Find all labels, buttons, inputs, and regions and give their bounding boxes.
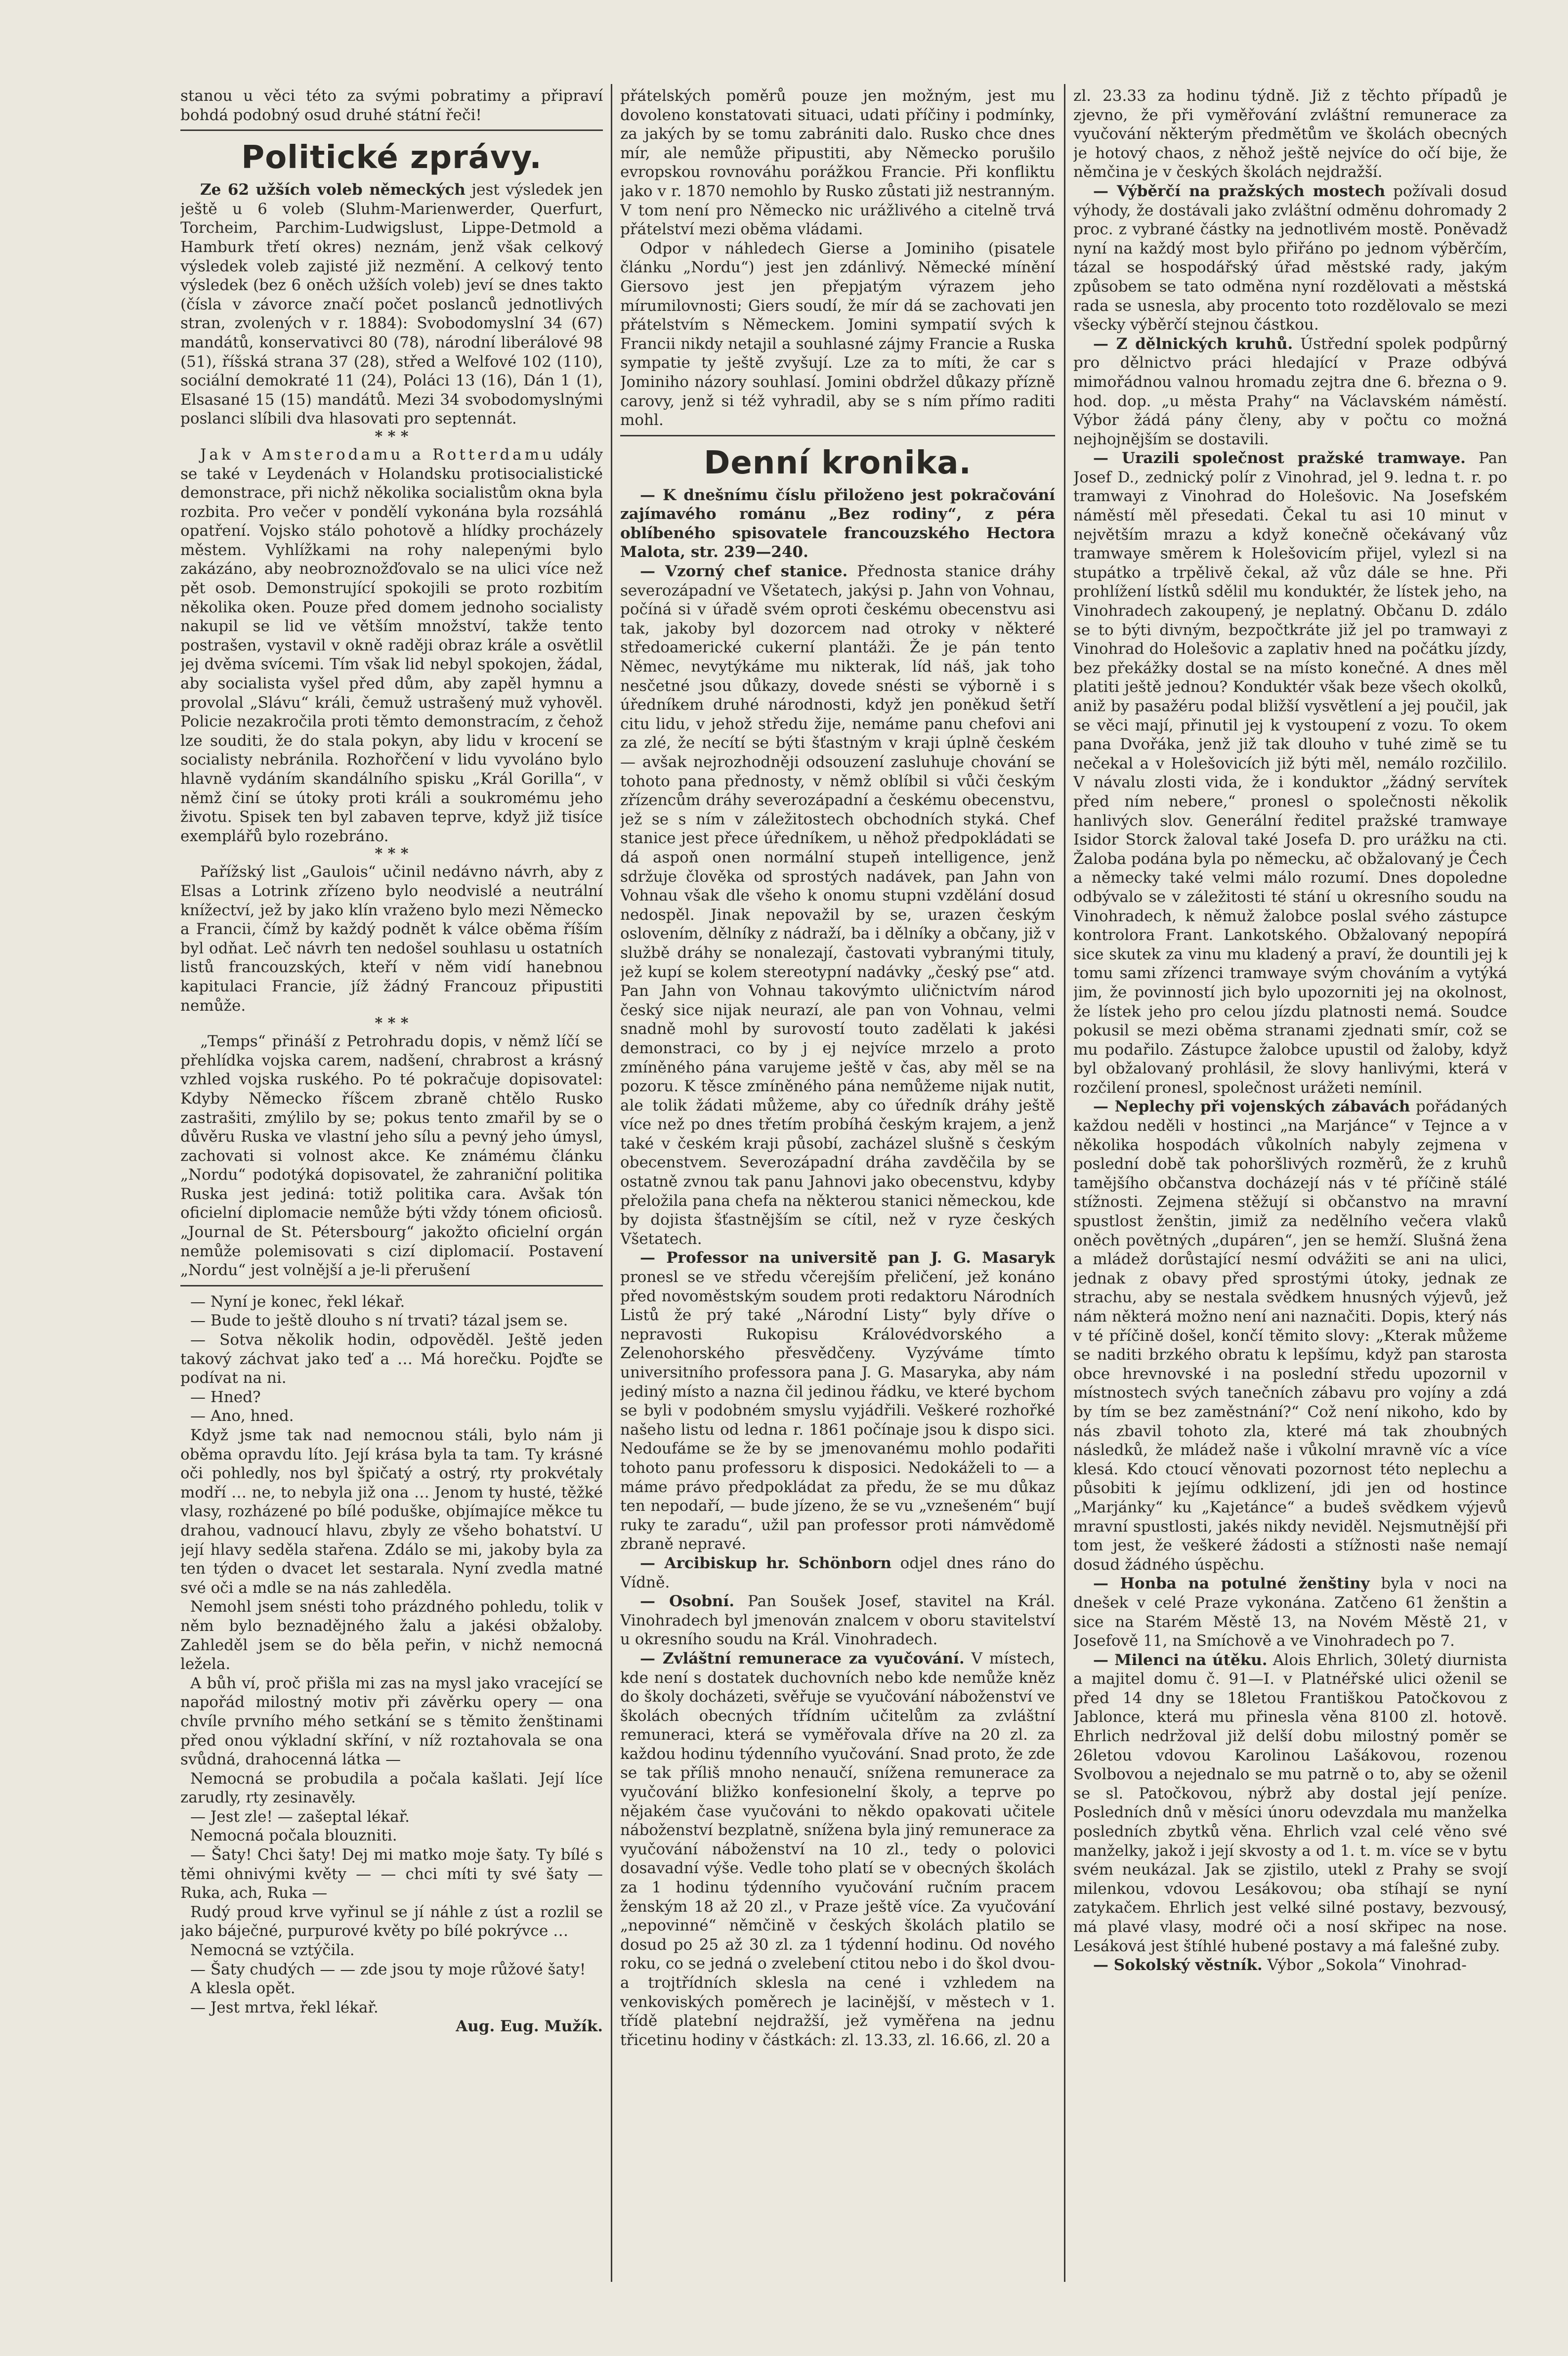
news-item-text: byla v noci na dnešek v celé Praze vykonána. Zatčeno 61 ženštin a sice na Starém Městě 13, na Novém Městě 21, v Josefově 11, na Smíchově a ve Vinohradech po 7. <box>1073 1575 1507 1650</box>
news-item-text: Pan Soušek Josef, stavitel na Král. Vinohradech byl jmenován znalcem v oboru stavitelství u okresního soudu na Král. Vinohradech. <box>620 1592 1055 1649</box>
paragraph: Pařížský list „Gaulois“ učinil nedávno návrh, aby z Elsas a Lotrink zřízeno bylo neodvislé a neutrální knížectví, jež by jako klín vraženo bylo mezi Německo a Francii, čímž by každý podnět k válce oběma říším byl odňat. Leč návrh ten nedošel souhlasu u ostatních listů francouzských, kteří v něm vidí hanebnou kapitulaci Francie, jíž žádný Francouz připustiti nemůže. <box>180 863 603 1015</box>
dialogue-line: — Nyní je konec, řekl lékař. <box>190 1292 405 1311</box>
news-item <box>620 1248 1055 1554</box>
news-item-title: — Urazili společnost pražské tramwaye. <box>1093 449 1466 468</box>
dialogue-line: — Jest mrtva, řekl lékař. <box>190 1998 379 2016</box>
author-signature: Aug. Eug. Mužík. <box>456 2017 603 2036</box>
news-item <box>620 562 1055 1248</box>
paragraph <box>180 445 603 846</box>
news-item-title: — Honba na potulné ženštiny <box>1093 1575 1370 1593</box>
news-item-title: — Neplechy při vojenských zábavách <box>1093 1098 1410 1116</box>
dialogue-line: — Jest zle! — zašeptal lékař. <box>190 1807 410 1826</box>
paragraph: Nemocná se vztýčila. <box>190 1941 355 1960</box>
paragraph: A bůh ví, proč přišla mi zas na mysl jako vracející se napořád milostný motiv při závěrku opery — ona chvíle prvního mého setkání se s těmito ženštinami před onou výkladní skříní, v níž roztahovala se ona svůdná, drahocenná látka — <box>180 1674 603 1769</box>
dialogue-line: — Šaty! Chci šaty! Dej mi matko moje šaty. Ty bílé s těmi ohnivými květy — — chci míti ty své šaty — Ruka, ach, Ruka — <box>180 1846 603 1902</box>
news-item-title: — Milenci na útěku. <box>1093 1651 1268 1669</box>
news-item-title: — Výběrčí na pražských mostech <box>1093 182 1386 200</box>
column-right <box>1073 86 1507 2282</box>
section-heading: Denní kronika. <box>704 444 972 481</box>
news-item <box>1073 182 1507 335</box>
news-item <box>1073 1097 1507 1574</box>
news-item-text: pronesl se ve středu včerejším přeličení, jež konáno před novoměstským soudem proti redaktoru Národních Listů že prý také „Národní Listy“ byly dříve o nepravosti Rukopisu Královédvorského a Zelenohorského přesvědčeny. Vyzýváme tímto universitního professora pana J. G. Masaryka, aby nám jediný místo a nazna čil jedinou řádku, ve které bychom se byli v podobném smyslu vyjádřili. Veškeré rozhořké našeho listu od ledna r. 1861 počínaje jsou k dispo sici. Nedoufáme se že by se jmenovanému mohlo podařiti tohoto panu professoru k disposici. Nedokáželi to — a máme právo předpokládat za předu, že se mu důkaz ten nepodaří, — bude jízeno, že se vu „vznešeném“ bují ruky te zaradu“, užil pan professor proti námvědomě zbraně nepravé. <box>620 1268 1055 1553</box>
paragraph: A klesla opět. <box>190 1979 296 1998</box>
news-item <box>620 1592 1055 1649</box>
news-item-title: — Osobní. <box>640 1592 735 1611</box>
lead-phrase: Ze 62 užších voleb německých <box>200 181 466 199</box>
news-item <box>1073 1574 1507 1650</box>
lead-phrase: Jak v Amsterodamu a Rotterdamu <box>200 445 555 464</box>
dialogue-line: — Šaty chudých — — zde jsou ty moje růžové šaty! <box>190 1960 586 1978</box>
column-rule <box>1064 84 1065 2282</box>
column-left <box>180 86 603 2282</box>
paragraph: přátelských poměrů pouze jen možným, jest mu dovoleno konstatovati situaci, udati příčiny i podmínky, za jakých by se tomu zabrániti dalo. Rusko chce dnes mír, ale nemůže připustiti, aby Německo porušilo evropskou rovnováhu porážkou Francie. Při konfliktu jako v r. 1870 nemohlo by Rusko zůstati již nestranným. V tom není pro Německo nic urážlivého a citelně trvá přátelství mezi oběma vládami. <box>620 87 1055 239</box>
dialogue-line: — Sotva několik hodin, odpověděl. Ještě jeden takový záchvat jako teď a … Má horečku. Pojďte se podívat na ni. <box>180 1331 603 1387</box>
news-item-title: — Sokolský věstník. <box>1093 1956 1263 1974</box>
news-item-title: — Z dělnických kruhů. <box>1093 335 1293 353</box>
paragraph: stanou u věci této za svými pobratimy a připraví bohdá podobný osud druhé státní řeči! <box>180 87 603 124</box>
paragraph: Nemocná počala blouzniti. <box>190 1827 397 1845</box>
column-middle <box>620 86 1055 2282</box>
news-item-text: Výbor „Sokola“ Vinohrad- <box>1267 1956 1467 1974</box>
news-item-text: odjel dnes ráno do Vídně. <box>620 1554 1055 1591</box>
section-divider <box>180 129 603 131</box>
feuilleton <box>180 1292 603 2036</box>
paragraph <box>180 180 603 428</box>
section-divider <box>620 435 1055 436</box>
news-item-text: požívali dosud výhody, že dostávali jako zvláštní odměnu dohromady 2 proc. z vybrané částky na jednotlivém mostě. Poněvadž nyní na každý most bylo přiřáno po jednom výběrčím, tázal se hospodářský úřad městské rady, jakým způsobem se tato odměna nyní rozdělovati a městská rada se usnesla, aby procento toto rozdělovalo se mezi všecky výběrčí stejnou částkou. <box>1073 182 1507 334</box>
column-rule <box>611 84 612 2282</box>
paragraph-text: udály se také v Leydenách v Holandsku protisocialistické demonstrace, při nichž několika socialistům okna byla rozbita. Pro večer v pondělí vykonána byla rozsáhlá opatření. Vojsko stálo pohotově a hlídky procházely městem. Vyhlížkami na rohy nalepenými bylo zakázáno, aby neobroznožďovalo se na ulici více než pět osob. Demonstrující spokojili se proto rozbitím několika oken. Pouze před domem jednoho socialisty nakupil se lid ve větším množství, takže tento postrašen, vystavil v okně raději obraz krále a osvětlil jej dvěma svícemi. Tím však lid nebyl spokojen, žádal, aby socialista vyšel před dům, aby zapěl hymnu a provolal „Slávu“ králi, čemuž ustrašený muž vyhověl. Policie nezakročila proti těmto demonstracím, z čehož lze souditi, že do stala pokyn, aby lidu v krocení se socialisty nebránila. Rozhořčení v lidu vyvoláno bylo hlavně vydáním skandálního spisku „Král Gorilla“, v němž činí se útoky proti králi a soukromému jeho životu. Spisek ten byl zabaven teprve, když již tisíce exemplářů bylo rozebráno. <box>180 445 603 845</box>
paragraph: Rudý proud krve vyřinul se jí náhle z úst a rozlil se jako báječné, purpurové květy po bílé pokrývce … <box>180 1903 603 1940</box>
section-heading: Politické zprávy. <box>241 139 542 176</box>
asterism: * * * <box>375 428 409 445</box>
paragraph: Nemocná se probudila a počala kašlati. Její líce zarudly, rty zesinavěly. <box>180 1769 603 1807</box>
feuilleton-divider <box>180 1285 603 1286</box>
news-item <box>1073 335 1507 449</box>
news-item-title: — Zvláštní remunerace za vyučování. <box>640 1649 965 1668</box>
news-item <box>1073 449 1507 1097</box>
dialogue-line: — Ano, hned. <box>190 1407 294 1425</box>
news-item <box>620 1649 1055 2050</box>
news-item-text: Přednosta stanice dráhy severozápadní ve Všetatech, jakýsi p. Jahn von Vohnau, počíná si v úřadě svém oproti českému obecenstvu asi tak, jakoby byl dozorcem nad otroky v některé středoamerické cukerní plantáži. Že je pán tento Němec, nevytýkáme mu nikterak, líd náš, jak toho nesčetné jsou důkazy, dovede snésti se výborně i s úředníkem druhé národnosti, když jen poněkud šetří citu lidu, v jehož středu žije, nemáme panu chefovi ani za zlé, že necítí se býti šťastným v kraji úplně českém — avšak nejrozhodněji odsouzení zasluhuje chování se tohoto pana přednosty, v němž oblíbil si vůči českým zřízencům dráhy severozápadní a českému obecenstvu, jež se s ním v záležitostech obchodních styká. Chef stanice jest přece úředníkem, u něhož předpokládati se dá aspoň onen normální stupeň intelligence, jenž sdržuje člověka od sprostých nadávek, pan Jahn von Vohnau však dle všeho k onomu stupni vzdělání dosud nedospěl. Jinak nepovažil by se, urazen českým oslovením, dělníky z nádraží, ba i dělníky a občany, již v službě dráhy se nonalezají, častovati vybranými tituly, jež kupí se kolem stereotypní nadávky „český pse“ atd. Pan Jahn von Vohnau takovýmto uličnictvím národ český sice nijak neurazí, ale pan von Vohnau, velmi snadně mohl by surovostí touto zadělati k jakési demonstraci, co by j ej nejvíce mrzelo a proto zmíněného pána varujeme ještě v čas, aby měl se na pozoru. K těsce zmíněného pána nemůžeme nijak nutit, ale tolik žádati můžeme, aby co úředník dráhy ještě více než po dnes třetím probíhá českým krajem, a jenž také v českém kraji působí, zacházel slušně s českým obecenstvem. Severozápadní dráha zavděčila by se ostatně zvnou tak panu Jahnovi jako obecenstvu, kdyby přeložila pana chefa na některou stanici německou, kde by dojista šťastnějším se cítil, než v ryze českých Všetatech. <box>620 562 1055 1248</box>
news-item-title: — Professor na universitě pan J. G. Masaryk <box>640 1249 1055 1267</box>
news-item-text: Pan Josef D., zednický polír z Vinohrad, jel 9. ledna t. r. po tramwayi z Vinohrad do Holešovic. Na Josefském náměstí měl přesedati. Čekal tu asi 10 minut v největším mrazu a když konečně očekávaný vůz tramwaye směrem k Holešovicím přijel, vylezl si na stupátko a trpělivě čekal, až vůz dále se hne. Při prohlížení lístků sdělil mu konduktér, že lístek jeho, na Vinohradech zakoupený, je neplatný. Občanu D. zdálo se to býti divným, bezpočtkráte již jel po tramwayi z Vinohrad do Holešovic a zaplativ hned na počátku jízdy, bez překážky dostal se na místo konečné. A dnes měl platiti ještě jednou? Konduktér však beze všech okolků, aniž by pasažéru podal bližší vysvětlení a jej poučil, jak se věci mají, přinutil jej k vystoupení z vozu. To okem pana Dvořáka, jenž již tak dlouho v tuhé zimě se tu nečekal a v Holešovicích již býti měl, nemálo rozčililo. V návalu zlosti vida, že i konduktor „žádný servítek před ním nebere,“ pronesl o společnosti několik hanlivých slov. Generální ředitel pražské tramwaye Isidor Storck žaloval také Josefa D. pro urážku na cti. Žaloba podána byla po německu, ač obžalovaný je Čech a německy také velmi málo rozumí. Dnes dopoledne odbývalo se v záležitosti té stání u okresního soudu na Vinohradech, k němuž žalobce poslal svého zástupce kontrolora Frant. Lankotského. Obžalovaný nepopírá sice skutek za vinu mu kladený a praví, že dountili jej k tomu sami zřízenci tramwaye svým chováním a vytýká jim, že povinností jich bylo upozorniti jej na okolnost, že lístek jeho pro celou jízdu platnosti nemá. Soudce pokusil se mezi oběma stranami zjednati smír, což se mu podařilo. Zástupce žalobce upustil od žaloby, když byl obžalovaný prohlásil, že slovy hanlivými, která v rozčilení pronesl, společnost urážeti nemínil. <box>1073 449 1507 1097</box>
dialogue-line: — Bude to ještě dlouho s ní trvati? tázal jsem se. <box>190 1312 568 1330</box>
news-item-text: V místech, kde není s dostatek duchovních nebo kde nemůže kněz do školy docházeti, svěřuje se vyučování náboženství ve školách obecných třídním učitelům za zvláštní remuneraci, která se vyměřovala dříve na 20 zl. za každou hodinu týdenního vyučování. Snad proto, že zde se tak příliš mnoho nenaučí, snížena remunerace za vyučování bližko konfesionelní školy, a teprve po nějakém čase vyučováni to někdo opakovati učitele náboženství bezplatně, snížena byla jiný remunerace za vyučování náboženství na 10 zl., tedy o polovici dosavadní výše. Vedle toho platí se v obecných školách za 1 hodinu týdenního vyučování ručním pracem ženským 18 až 20 zl., v Praze ještě více. Za vyučování „nepovinné“ němčině v českých školách platilo se dosud po 25 až 30 zl. za 1 týdenní hodinu. Od nového roku, co se jedná o zvelebení ctitou nebo i do škol dvou- a trojtřídních sklesla na cené i vzhledem na venkoviských poměrech je lacinější, v městech v 1. třídě platební nejdražší, jež vyměřena na jednu třicetinu hodiny v částkách: zl. 13.33, zl. 16.66, zl. 20 a <box>620 1649 1055 2049</box>
news-item <box>1073 1956 1507 1975</box>
news-item-text: pořádaných každou neděli v hostinci „na Marjánce“ v Tejnce a v několika hospodách vůkolních nabyly zejmena v poslední době tak pohoršlivých rozměrů, že z kruhů tamějšího občanstva docházejí nás v té příčině stálé stížnosti. Zejmena stěžují si občanstvo na mravní spustlost ženštin, jimiž za nedělního večera vlaků oněch povětných „dupáren“, jen se hemží. Slušná žena a mládež dorůstající nesmí odvážiti se ani na ulici, jednak z obavy před sprostými útoky, jednak ze strachu, aby se nestala svědkem hnusných výjevů, jež nám některá možno není ani naznačiti. Dopis, který nás v té příčině došel, končí těmito slovy: „Kterak můžeme se naditi brzkého obratu k lepšímu, když pan starosta obce hrevnovské i na poslední středu upozornil v místnostech svých tanečních zábavu pro vojíny a zdá by tím se bez zaměstnání?“ Což není nikoho, kdo by nás zbavil tohoto zla, které má tak zhoubných následků, že mládež naše i vůkolní mravně víc a více klesá. Kdo ctoucí věnovati pozornost této neplechu a působiti k jejímu odklizení, jdi jen od hostince „Marjánky“ ku „Kajetánce“ a budeš svědkem výjevů mravní spustlosti, jakés nikdy neviděl. Nejsmutnější při tom jest, že veškeré žádosti a stížnosti naše nemají dosud žádného úspěchu. <box>1073 1098 1507 1574</box>
paragraph: Odpor v náhledech Gierse a Jominiho (pisatele článku „Nordu“) jest jen zdánlivý. Německé mínění Giersovo jest jen přepjatým výrazem jeho mírumilovnosti; Giers soudí, že mír dá se zachovati jen přátelstvím s Německem. Jomini sympatií svých k Francii nikdy netajil a souhlasné zájmy Francie a Ruska sympatie ty ještě zvyšují. Lze za to míti, že car s Jominiho názory souhlasí. Jomini obdržel důkazy přízně carovy, jenž si též vyhradil, aby se s ním přímo raditi mohl. <box>620 239 1055 429</box>
paragraph: Když jsme tak nad nemocnou stáli, bylo nám ji oběma opravdu líto. Její krása byla ta tam. Ty krásné oči pohledly, nos byl špičatý a ostrý, rty prokvétaly modří … ne, to nebyla již ona … Jenom ty husté, těžké vlasy, rozházené po bílé poduške, objímajíce měkce tu drahou, vadnoucí hlavu, zbyly ze všeho bohatství. U její hlavy seděla stařena. Zdálo se mi, jakoby byla za ten týden o dvacet let sestarala. Nyní zvedla matné své oči a mdle se na nás zahleděla. <box>180 1426 603 1597</box>
paragraph: Nemohl jsem snésti toho prázdného pohledu, tolik v něm bylo beznadějného žalu a jakési obžaloby. Zahleděl jsem se do běla peřin, v nichž nemocná ležela. <box>180 1598 603 1673</box>
paragraph: — K dnešnímu číslu přiloženo jest pokračování zajímavého románu „Bez rodiny“, z péra oblíbeného spisovatele francouzského Hectora Malota, str. 239—240. <box>620 486 1055 561</box>
paragraph: zl. 23.33 za hodinu týdně. Již z těchto případů je zjevno, že při vyměřování zvláštní remunerace za vyučování některým předmětům ve školách obecných je hotový chaos, z něhož ještě nejvíce do očí bije, že němčina je v českých školách nejdražší. <box>1073 87 1507 181</box>
news-item <box>620 1554 1055 1592</box>
asterism: * * * <box>375 1015 409 1032</box>
dialogue-line: — Hned? <box>190 1388 261 1406</box>
news-item-title: — Vzorný chef stanice. <box>640 562 848 581</box>
paragraph-text: jest výsledek jen ještě u 6 voleb (Sluhm-Marienwerder, Querfurt, Torcheim, Parchim-Ludwigslust, Lippe-Detmold a Hamburk třetí okres) neznám, jenž však celkový výsledek voleb zajisté již nezmění. A celkový tento výsledek (bez 6 oněch užších voleb) jeví se dnes takto (čísla v závorce značí počet poslanců jednotlivých stran, zvolených v r. 1884): Svobodomyslní 34 (67) mandátů, konservativci 80 (78), národní liberálové 98 (51), říšská strana 37 (28), střed a Welfové 102 (110), sociální demokraté 11 (24), Poláci 13 (16), Dán 1 (1), Elsasané 15 (15) mandátů. Mezi 34 svobodomyslnými poslanci slíbili dva hlasovati pro septennát. <box>180 181 603 428</box>
news-item-text: Ústřední spolek podpůrný pro dělnictvo práci hledající v Praze odbývá mimořádnou valnou hromadu zejtra dne 6. března o 9. hod. dop. „u města Prahy“ na Václavském náměstí. Výbor žádá pány členy, aby v počtu co možná nejhojnějším se dostavili. <box>1073 335 1507 448</box>
asterism: * * * <box>375 845 409 863</box>
paragraph: „Temps“ přináší z Petrohradu dopis, v němž líčí se přehlídka vojska carem, nadšení, chrabrost a krásný vzhled vojska ruského. Po té pokračuje dopisovatel: Kdyby Německo říšcem zbraně chtělo Rusko zastrašiti, zmýlilo by se; pokus tento zmařil by se o důvěru Ruska ve vlastní jeho sílu a pevný jeho úmysl, zachovati si volnost akce. Ke známému článku „Nordu“ podotýká dopisovatel, že zahraniční politika Ruska jest jediná: totiž politika cara. Avšak tón oficielní diplomacie nemůže býti vždy tónem oficiosů. „Journal de St. Pétersbourg“ jakožto oficielní orgán nemůže polemisovati s cizí diplomacií. Postavení „Nordu“ jest volnější a je-li přerušení <box>180 1032 603 1280</box>
news-item-text: Alois Ehrlich, 30letý diurnista a majitel domu č. 91—I. v Platnéřské ulici oženil se před 14 dny se 18letou Františkou Patočkovou z Jablonce, která mu přinesla věna 8100 zl. hotově. Ehrlich nedržoval již delší dobu milostný poměr se 26letou vdovou Karolinou Lašákovou, rozenou Svolbovou a nejednalo se mu patrně o to, aby se oženil se sl. Patočkovou, nýbrž aby dostal její peníze. Posledních dnů v měsíci únoru odevzdala mu manželka posledních zbytků věna. Ehrlich vzal celé věno své manželky, jakož i její skvosty a od 1. t. m. více se v bytu svém neukázal. Jak se zjistilo, utekl z Prahy se svojí milenkou, vdovou Lesákovou; oba stíhají se nyní zatykačem. Ehrlich jest velké silné postavy, bezvousý, má plavé vlasy, modré oči a nosí skřipec na nose. Lesáková jest štíhlé hubené postavy a má falešné zuby. <box>1073 1651 1507 1955</box>
news-item-title: — Arcibiskup hr. Schönborn <box>640 1554 892 1572</box>
news-item <box>1073 1651 1507 1956</box>
